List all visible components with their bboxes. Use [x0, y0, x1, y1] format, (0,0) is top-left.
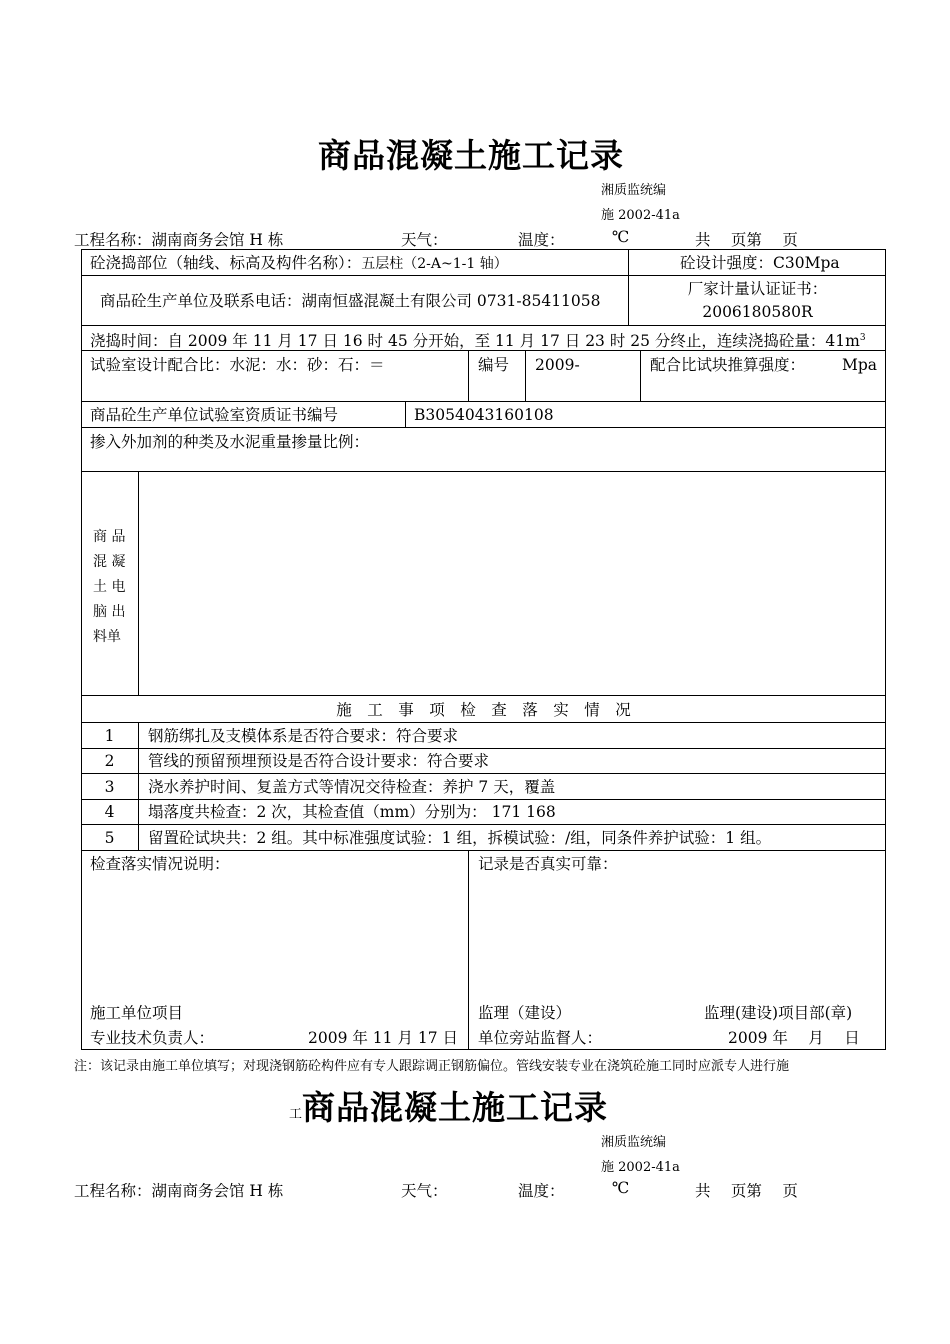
- record-true-label: 记录是否真实可靠：: [478, 855, 618, 873]
- mix-strength-label: 配合比试块推算强度：: [650, 356, 806, 374]
- second-title-prefix: 工: [289, 1107, 303, 1122]
- lab-cert-label: 商品砼生产单位试验室资质证书编号: [90, 406, 339, 424]
- second-weather-label: 天气：: [401, 1182, 448, 1200]
- item-number: 4: [104, 803, 115, 821]
- printout-line: 料单: [93, 629, 121, 645]
- pour-location-label: 砼浇捣部位（轴线、标高及构件名称）：: [90, 254, 362, 272]
- col-divider: [138, 722, 139, 850]
- pour-time: [90, 328, 866, 351]
- mix-ratio: 试验室设计配合比：水泥：水：砂：石：＝: [90, 356, 385, 374]
- row-divider: [81, 850, 886, 851]
- lab-cert-value: B3054043160108: [414, 406, 554, 424]
- contractor-date: 2009 年 11 月 17 日: [308, 1029, 459, 1047]
- cert-label: 厂家计量认证证书：: [687, 280, 828, 298]
- footnote: 注：该记录由施工单位填写；对现浇钢筋砼构件应有专人跟踪调正钢筋偏位。管线安装专业在浇筑砼施工同时应派专人进行施: [74, 1059, 790, 1074]
- producer-info: 商品砼生产单位及联系电话：湖南恒盛混凝土有限公司 0731-85411058: [100, 292, 601, 310]
- item-text: 塌落度共检查：2 次，其检查值（mm）分别为： 171 168: [148, 803, 556, 821]
- printout-line: 混 凝: [93, 554, 126, 570]
- printout-line: 土 电: [93, 579, 126, 595]
- contractor-label: 施工单位项目: [90, 1004, 184, 1022]
- second-doc-code-line1: 湘质监统编: [601, 1135, 667, 1150]
- row-divider: [81, 695, 886, 696]
- row-divider: [81, 325, 886, 326]
- second-project-name: 工程名称：湖南商务会馆 H 栋: [74, 1182, 284, 1200]
- row-divider: [81, 824, 886, 825]
- section-title: 施 工 事 项 检 查 落 实 情 况: [336, 701, 631, 719]
- page-title: 商品混凝土施工记录: [318, 136, 624, 175]
- second-page-title: 商品混凝土施工记录: [302, 1088, 608, 1127]
- cert-value: 2006180580R: [702, 303, 813, 321]
- item-number: 5: [104, 829, 115, 847]
- row-divider: [81, 471, 886, 472]
- number-label: 编号: [478, 356, 510, 374]
- item-text: 钢筋绑扎及支模体系是否符合要求：符合要求: [148, 727, 459, 745]
- col-divider: [138, 471, 139, 695]
- doc-code-line2: 施 2002-41a: [601, 208, 680, 223]
- printout-label: [93, 525, 125, 650]
- row-divider: [81, 275, 886, 276]
- col-divider: [468, 350, 469, 401]
- temperature-label: 温度：: [518, 231, 565, 249]
- second-doc-code-line2: 施 2002-41a: [601, 1160, 680, 1175]
- supervisor-dept: 监理(建设)项目部(章): [704, 1004, 853, 1022]
- admixture-label: 掺入外加剂的种类及水泥重量掺量比例：: [90, 433, 370, 451]
- col-divider: [640, 350, 641, 401]
- page-count: 共 页第 页: [695, 231, 798, 249]
- row-divider: [81, 401, 886, 402]
- design-strength: 砼设计强度：C30Mpa: [680, 254, 840, 272]
- row-divider: [81, 748, 886, 749]
- second-page-count: 共 页第 页: [695, 1182, 798, 1200]
- check-note-label: 检查落实情况说明：: [90, 855, 230, 873]
- celsius-unit: ℃: [612, 228, 630, 246]
- col-divider: [525, 350, 526, 401]
- row-divider: [81, 722, 886, 723]
- pour-location-value: 五层柱（2-A~1-1 轴）: [361, 256, 508, 272]
- doc-code-line1: 湘质监统编: [601, 183, 667, 198]
- second-temperature-label: 温度：: [518, 1182, 565, 1200]
- item-number: 3: [104, 778, 115, 796]
- item-number: 1: [104, 727, 115, 745]
- volume-unit-sup: 3: [859, 333, 866, 343]
- mix-strength-unit: Mpa: [842, 356, 878, 374]
- supervisor-date: 2009 年 月 日: [728, 1029, 860, 1047]
- col-divider: [405, 401, 406, 427]
- pour-time-text: 浇捣时间：自 2009 年 11 月 17 日 16 时 45 分开始，至 11 月 17 日 23 时 25 分终止，连续浇捣砼量：41m: [90, 332, 860, 351]
- pour-location: [90, 253, 508, 274]
- weather-label: 天气：: [401, 231, 448, 249]
- second-celsius-unit: ℃: [612, 1179, 630, 1197]
- supervisor-label: 监理（建设）: [478, 1004, 572, 1022]
- item-text: 管线的预留预埋预设是否符合设计要求：符合要求: [148, 752, 490, 770]
- printout-line: 商 品: [93, 529, 126, 545]
- row-divider: [81, 773, 886, 774]
- row-divider: [81, 799, 886, 800]
- project-name: 工程名称：湖南商务会馆 H 栋: [74, 231, 284, 249]
- row-divider: [81, 427, 886, 428]
- item-number: 2: [104, 752, 115, 770]
- supervisor-signer-label: 单位旁站监督人：: [478, 1029, 603, 1047]
- printout-line: 脑 出: [93, 604, 126, 620]
- col-divider: [468, 850, 469, 1050]
- item-text: 留置砼试块共：2 组。其中标准强度试验：1 组，拆模试验：/组，同条件养护试验：1 组。: [148, 829, 772, 847]
- number-value: 2009-: [535, 356, 580, 374]
- contractor-signer-label: 专业技术负责人：: [90, 1029, 215, 1047]
- item-text: 浇水养护时间、复盖方式等情况交待检查：养护 7 天，覆盖: [148, 778, 556, 796]
